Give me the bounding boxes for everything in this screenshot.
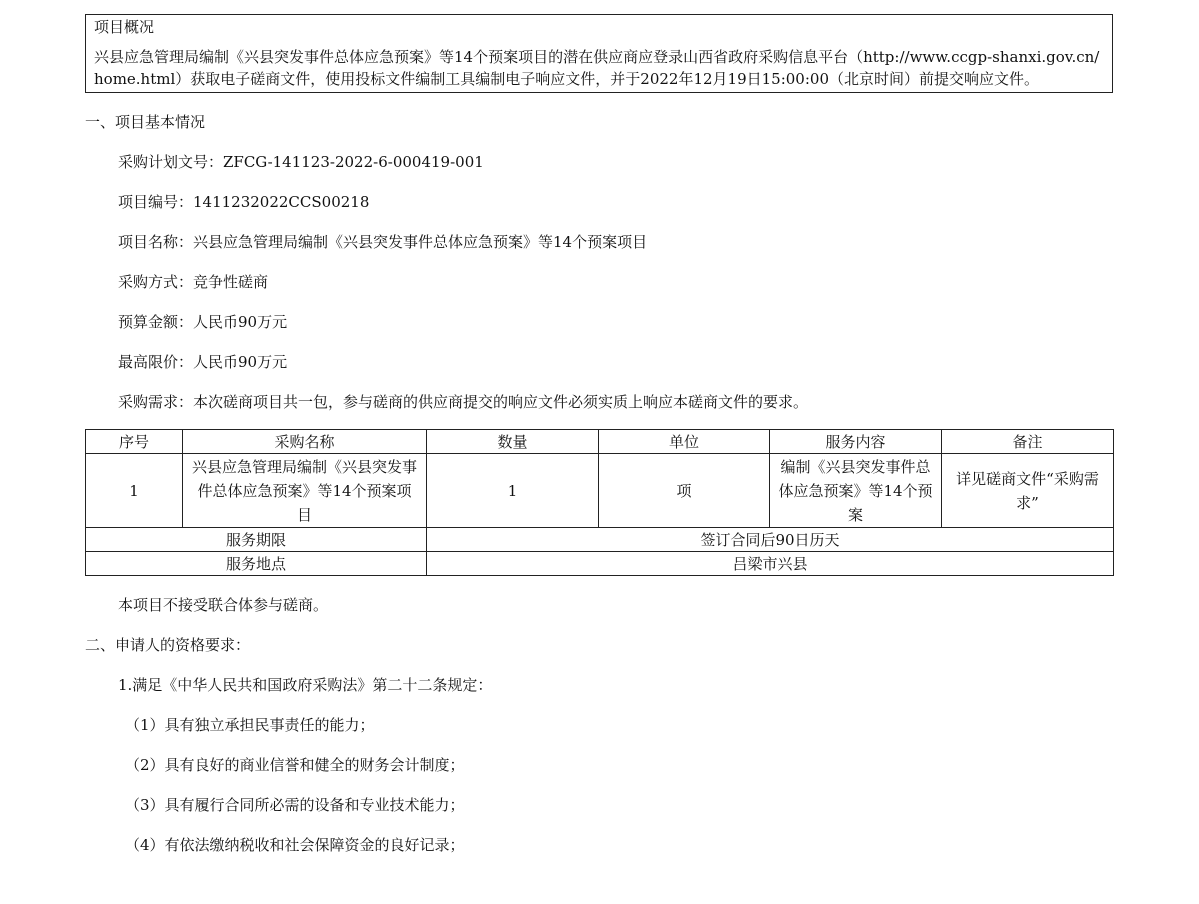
table-cell: 项: [599, 454, 770, 528]
table-row: [86, 454, 1114, 528]
service-period-value: 签订合同后90日历天: [427, 528, 1114, 552]
overview-title: 项目概况: [94, 18, 155, 36]
requirement-subitem: （3）具有履行合同所必需的设备和专业技术能力；: [125, 796, 465, 814]
field-project-name: 项目名称：兴县应急管理局编制《兴县突发事件总体应急预案》等14个预案项目: [118, 233, 648, 251]
requirement-subitem: （2）具有良好的商业信誉和健全的财务会计制度；: [125, 756, 465, 774]
table-header: 数量: [427, 430, 599, 454]
table-cell: 编制《兴县突发事件总体应急预案》等14个预案: [770, 454, 942, 528]
field-budget: 预算金额：人民币90万元: [118, 313, 288, 331]
table-cell: 兴县应急管理局编制《兴县突发事件总体应急预案》等14个预案项目: [183, 454, 427, 528]
table-header: 采购名称: [183, 430, 427, 454]
overview-text: 兴县应急管理局编制《兴县突发事件总体应急预案》等14个预案项目的潜在供应商应登录山西省政府采购信息平台（http://www.ccgp-shanxi.gov.cn/home.html）获取电子磋商文件，使用投标文件编制工具编制电子响应文件，并于2022年12月19日15:00:00（北京时间）前提交响应文件。: [94, 48, 1100, 88]
consortium-note: 本项目不接受联合体参与磋商。: [118, 596, 329, 614]
table-header: 序号: [86, 430, 183, 454]
field-project-number: 项目编号：1411232022CCS00218: [118, 193, 370, 211]
service-location-value: 吕梁市兴县: [427, 552, 1114, 576]
field-plan-number: 采购计划文号：ZFCG-141123-2022-6-000419-001: [118, 153, 484, 171]
table-header: 服务内容: [770, 430, 942, 454]
requirement-subitem: （4）有依法缴纳税收和社会保障资金的良好记录；: [125, 836, 465, 854]
table-cell: 1: [427, 454, 599, 528]
section-1-title: 一、项目基本情况: [85, 113, 206, 131]
requirements-table: [85, 429, 1114, 576]
field-requirements: 采购需求：本次磋商项目共一包，参与磋商的供应商提交的响应文件必须实质上响应本磋商文件的要求。: [118, 393, 809, 411]
table-header-row: [86, 430, 1114, 454]
document-page: [85, 14, 1113, 856]
requirement-subitem: （1）具有独立承担民事责任的能力；: [125, 716, 375, 734]
table-header: 备注: [942, 430, 1114, 454]
service-location-label: 服务地点: [86, 552, 427, 576]
table-cell: 详见磋商文件“采购需求”: [942, 454, 1114, 528]
table-row-service-period: [86, 528, 1114, 552]
field-max-price: 最高限价：人民币90万元: [118, 353, 288, 371]
table-header: 单位: [599, 430, 770, 454]
requirement-item-1: 1.满足《中华人民共和国政府采购法》第二十二条规定：: [118, 676, 493, 694]
table-cell: 1: [86, 454, 183, 528]
table-row-service-location: [86, 552, 1114, 576]
section-2-title: 二、申请人的资格要求：: [85, 636, 251, 654]
overview-box: [85, 14, 1113, 93]
service-period-label: 服务期限: [86, 528, 427, 552]
field-procurement-method: 采购方式：竞争性磋商: [118, 273, 269, 291]
